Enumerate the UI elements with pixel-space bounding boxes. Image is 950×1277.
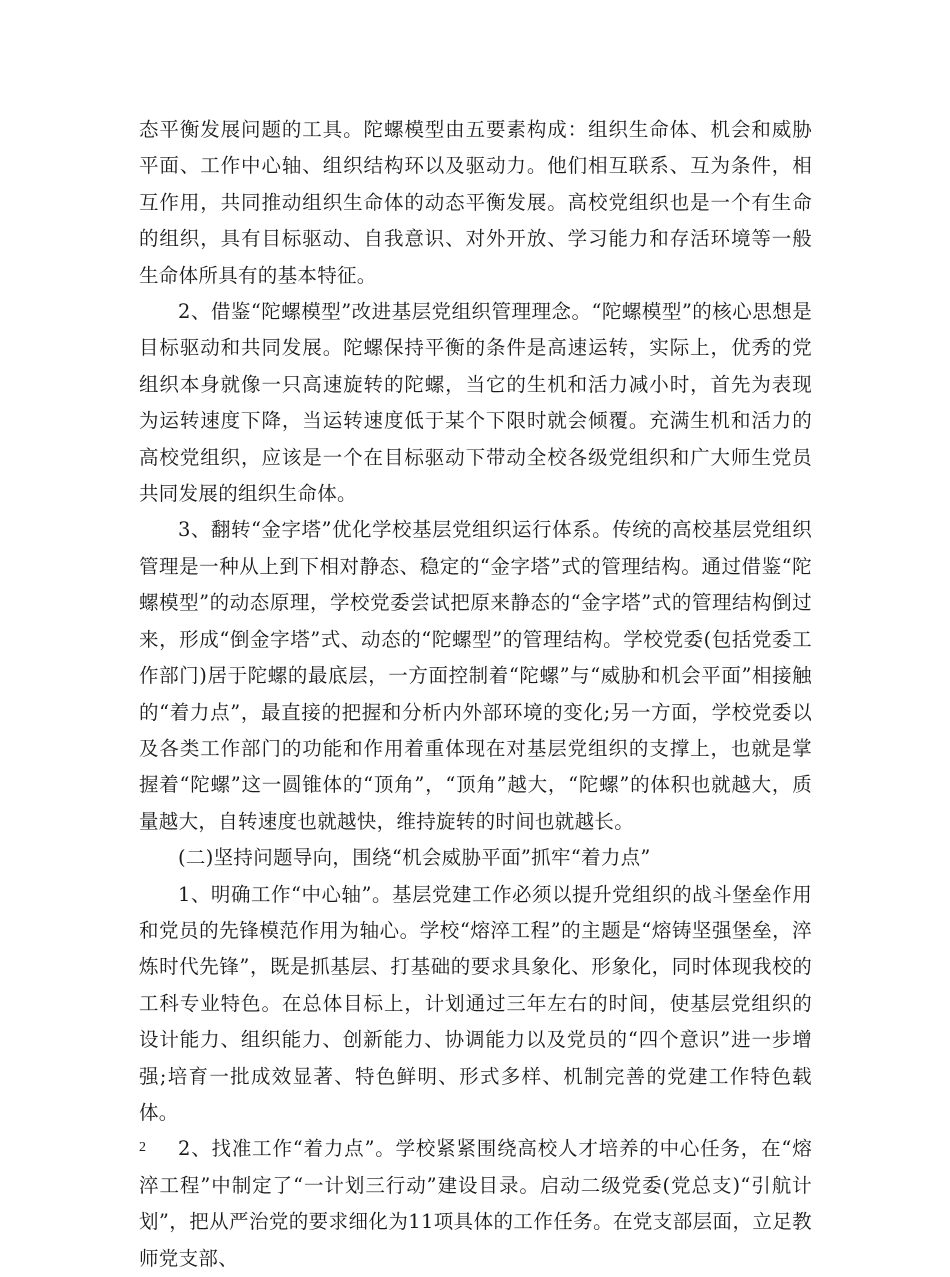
paragraph-gyroscope-model-elements: 态平衡发展问题的工具。陀螺模型由五要素构成：组织生命体、机会和威胁平面、工作中心轴、组织结构环以及驱动力。他们相互联系、互为条件，相互作用，共同推动组织生命体的动态平衡发展。高校党组织也是一个有生命的组织，具有目标驱动、自我意识、对外开放、学习能力和存活环境等一般生命体所具有的基本特征。 (139, 118, 812, 287)
paragraph-inverted-pyramid: 3、翻转“金字塔”优化学校基层党组织运行体系。传统的高校基层党组织管理是一种从上到下相对静态、稳定的“金字塔”式的管理结构。通过借鉴“陀螺模型”的动态原理，学校党委尝试把原来静态的“金字塔”式的管理结构倒过来，形成“倒金字塔”式、动态的“陀螺型”的管理结构。学校党委(包括党委工作部门)居于陀螺的最底层，一方面控制着“陀螺”与“威胁和机会平面”相接触的“着力点”，最直接的把握和分析内外部环境的变化;另一方面，学校党委以及各类工作部门的功能和作用着重体现在对基层党组织的支撑上，也就是掌握着“陀螺”这一圆锥体的“顶角”，“顶角”越大，“陀螺”的体积也就越大，质量越大，自转速度也就越快，维持旋转的时间也就越长。 (139, 518, 812, 833)
paragraph-central-axis: 1、明确工作“中心轴”。基层党建工作必须以提升党组织的战斗堡垒作用和党员的先锋模范作用为轴心。学校“熔淬工程”的主题是“熔铸坚强堡垒，淬炼时代先锋”，既是抓基层、打基础的要求具象化、形象化，同时体现我校的工科专业特色。在总体目标上，计划通过三年左右的时间，使基层党组织的设计能力、组织能力、创新能力、协调能力以及党员的“四个意识”进一步增强;培育一批成效显著、特色鲜明、形式多样、机制完善的党建工作特色载体。 (139, 882, 812, 1124)
document-body (139, 112, 812, 1277)
paragraph-management-concept: 2、借鉴“陀螺模型”改进基层党组织管理理念。“陀螺模型”的核心思想是目标驱动和共同发展。陀螺保持平衡的条件是高速运转，实际上，优秀的党组织本身就像一只高速旋转的陀螺，当它的生机和活力减小时，首先为表现为运转速度下降，当运转速度低于某个下限时就会倾覆。充满生机和活力的高校党组织，应该是一个在目标驱动下带动全校各级党组织和广大师生党员共同发展的组织生命体。 (139, 300, 812, 506)
page-number: 2 (139, 1140, 146, 1155)
paragraph-focus-point: 2、找准工作“着力点”。学校紧紧围绕高校人才培养的中心任务，在“熔淬工程”中制定了“一计划三行动”建设目录。启动二级党委(党总支)“引航计划”，把从严治党的要求细化为11项具体的工作任务。在党支部层面，立足教师党支部、 (139, 1137, 812, 1270)
section-heading-problem-oriented: (二)坚持问题导向，围绕“机会威胁平面”抓牢“着力点” (178, 846, 651, 870)
